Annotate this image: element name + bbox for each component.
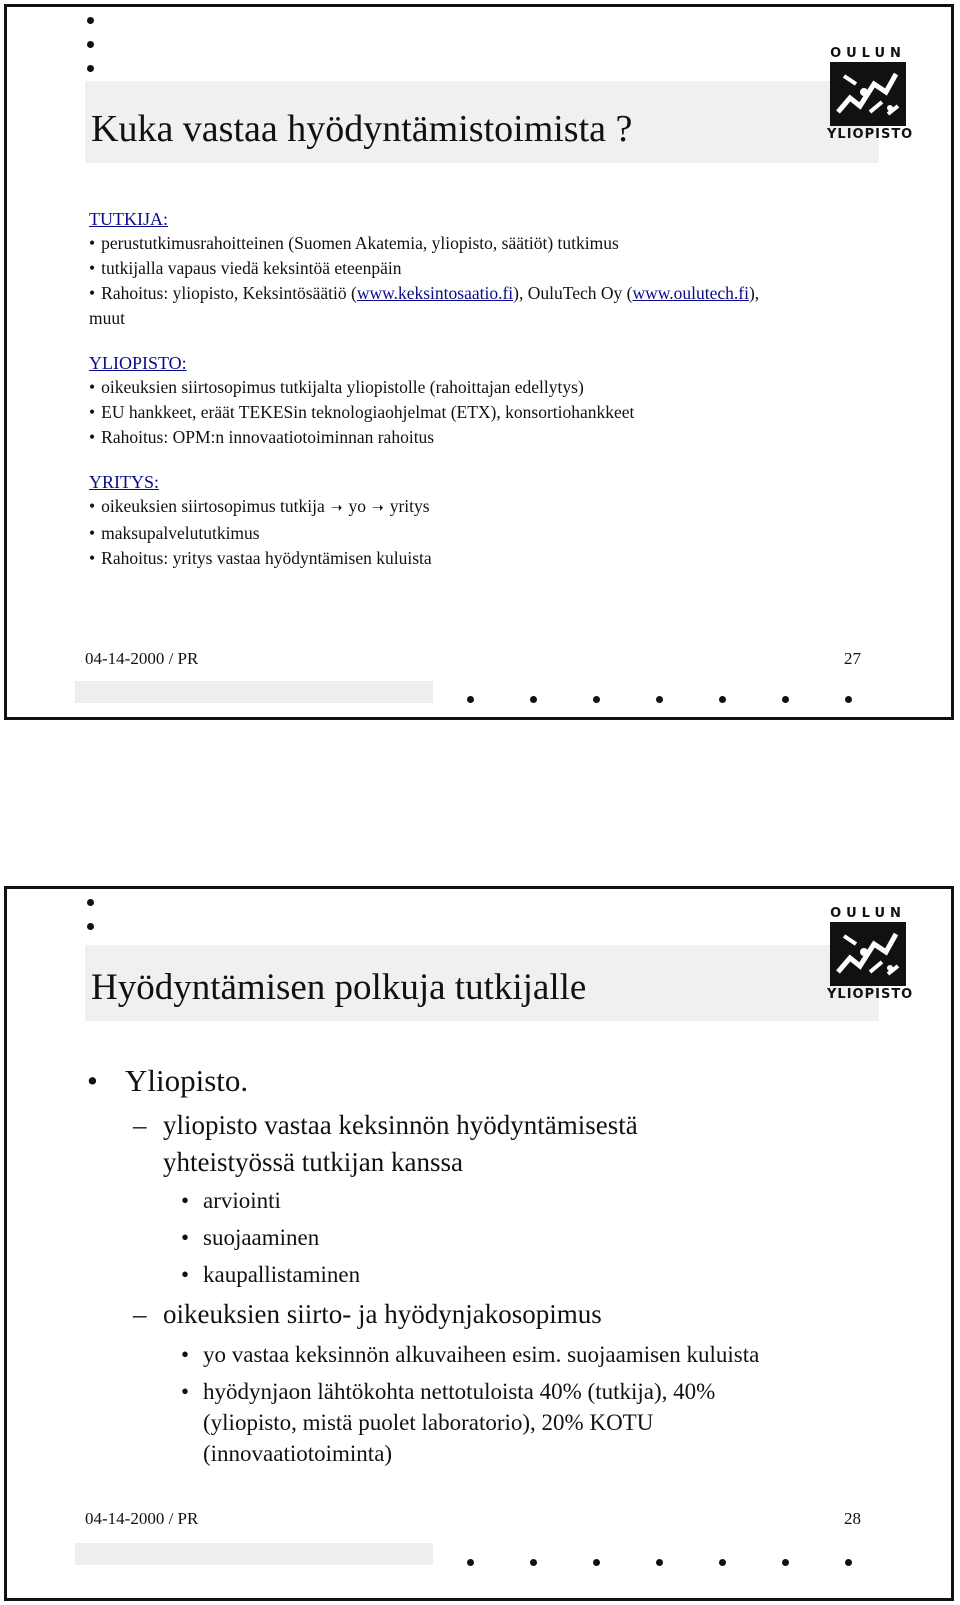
slide-28 <box>4 886 954 1601</box>
logo-puzzle-icon <box>830 922 906 986</box>
level2-item-line: – yliopisto vastaa keksinnön hyödyntämisestä <box>87 1107 911 1144</box>
slide-title: Hyödyntämisen polkuja tutkijalle <box>91 967 587 1008</box>
logo-word-top: OULUN <box>830 46 906 61</box>
level3-item-continuation: (innovaatiotoiminta) <box>203 1441 393 1466</box>
list-item: • perustutkimusrahoitteinen (Suomen Akatemia, yliopisto, säätiöt) tutkimus <box>89 231 911 256</box>
level3-item-continuation: (yliopisto, mistä puolet laboratorio), 20% KOTU <box>203 1410 654 1435</box>
level3-item: • suojaaminen <box>87 1222 911 1253</box>
list-item: • oikeuksien siirtosopimus tutkijalta yliopistolle (rahoittajan edellytys) <box>89 375 911 400</box>
footer-strip <box>75 681 433 703</box>
page-number: 28 <box>844 1509 861 1528</box>
level3-item: • arviointi <box>87 1185 911 1216</box>
logo-puzzle-icon <box>830 62 906 126</box>
university-logo <box>827 46 914 147</box>
level2-item: – oikeuksien siirto- ja hyödynjakosopimus <box>87 1296 911 1333</box>
link-oulutech[interactable]: www.oulutech.fi <box>632 283 749 303</box>
logo-word-bottom: YLIOPISTO <box>827 987 914 1002</box>
logo-word-top: OULUN <box>830 906 906 921</box>
level1-item: • Yliopisto. <box>87 1061 911 1101</box>
list-item: • tutkijalla vapaus viedä keksintöä eteenpäin <box>89 256 911 281</box>
yliopisto-list <box>89 375 911 450</box>
transfer-to: yritys <box>389 496 430 516</box>
slide-title: Kuka vastaa hyödyntämistoimista ? <box>91 108 633 150</box>
logo-word-bottom: YLIOPISTO <box>827 127 914 142</box>
list-item: • Rahoitus: OPM:n innovaatiotoiminnan rahoitus <box>89 425 911 450</box>
level3-item: • kaupallistaminen <box>87 1259 911 1290</box>
title-band <box>85 81 879 163</box>
list-item: • maksupalvelututkimus <box>89 521 911 546</box>
arrow-right-icon: ➝ <box>371 500 384 516</box>
list-item-continuation: muut <box>89 308 125 328</box>
title-band <box>85 945 879 1021</box>
section-heading-yritys: YRITYS: <box>89 472 160 492</box>
list-item-funding <box>89 281 911 306</box>
footer-date: 04-14-2000 / PR <box>85 649 199 668</box>
footer-strip <box>75 1543 433 1565</box>
funding-suffix: ), <box>748 283 760 303</box>
decorative-dots-bottom <box>467 690 908 708</box>
slide-body <box>87 1061 911 1469</box>
slide-27 <box>4 4 954 720</box>
section-heading-yliopisto: YLIOPISTO: <box>89 353 187 373</box>
decorative-dots-bottom <box>467 1553 908 1571</box>
tutkija-list <box>89 231 911 331</box>
funding-middle: ), OuluTech Oy ( <box>513 283 633 303</box>
level2-item-continuation <box>87 1144 911 1181</box>
yritys-list <box>89 494 911 571</box>
funding-prefix: Rahoitus: yliopisto, Keksintösäätiö ( <box>101 283 357 303</box>
arrow-right-icon: ➝ <box>330 500 343 516</box>
page-number: 27 <box>844 649 861 668</box>
list-item-transfer <box>89 494 911 521</box>
level3-item: • hyödynjaon lähtökohta nettotuloista 40% (tutkija), 40% <box>87 1376 911 1407</box>
list-item: • EU hankkeet, eräät TEKESin teknologiaohjelmat (ETX), konsortiohankkeet <box>89 400 911 425</box>
list-item: • Rahoitus: yritys vastaa hyödyntämisen kuluista <box>89 546 911 571</box>
link-keksintosaatio[interactable]: www.keksintosaatio.fi <box>356 283 514 303</box>
transfer-via: yo <box>348 496 366 516</box>
level3-item: • yo vastaa keksinnön alkuvaiheen esim. suojaamisen kuluista <box>87 1339 911 1370</box>
level2-continuation-text: yhteistyössä tutkijan kanssa <box>163 1147 463 1177</box>
transfer-from: oikeuksien siirtosopimus tutkija <box>101 496 325 516</box>
university-logo <box>827 906 914 1007</box>
section-heading-tutkija: TUTKIJA: <box>89 209 168 229</box>
footer-date: 04-14-2000 / PR <box>85 1509 199 1528</box>
decorative-dots-top <box>87 17 99 89</box>
slide-body <box>89 207 911 591</box>
